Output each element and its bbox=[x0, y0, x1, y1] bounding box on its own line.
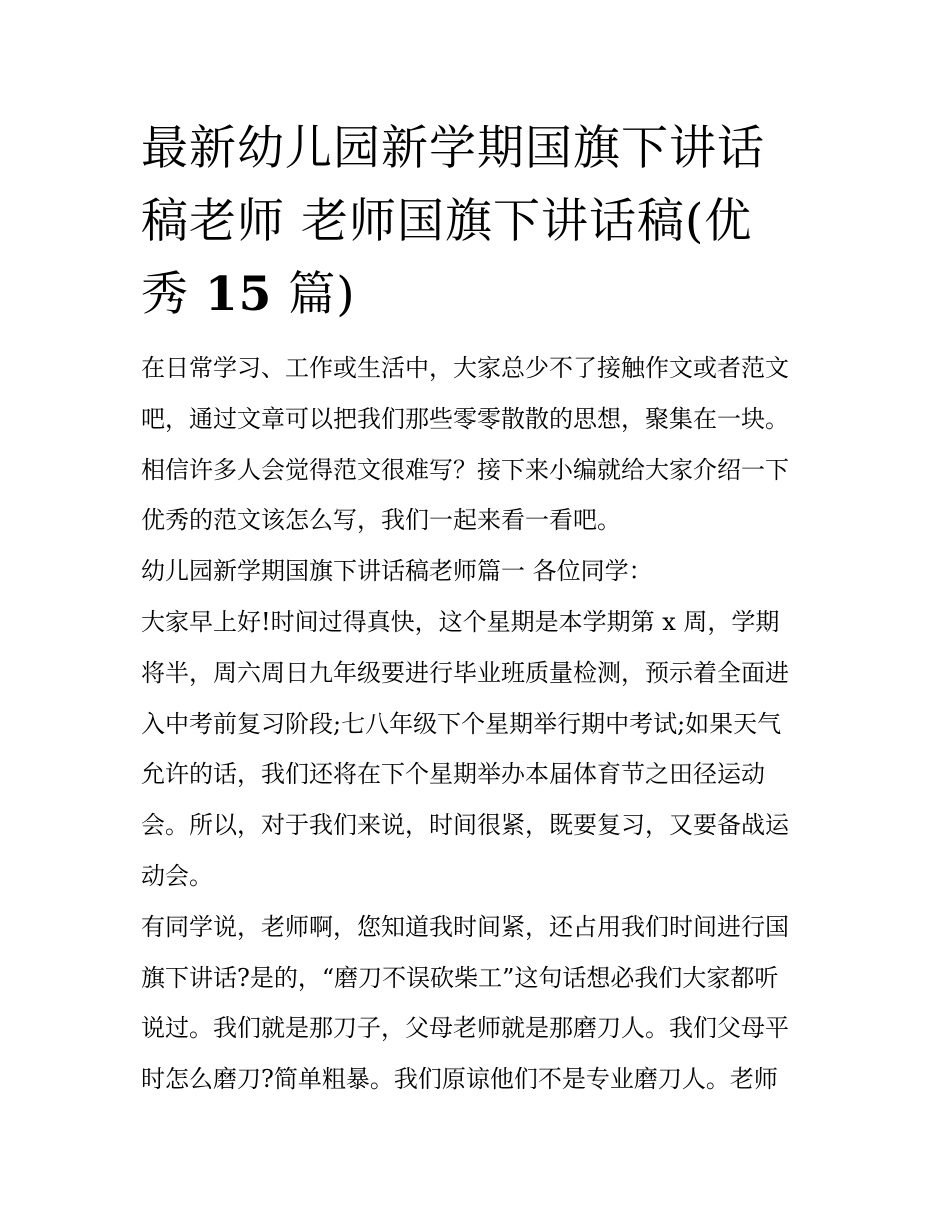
text-line: 幼儿园新学期国旗下讲话稿老师篇一 各位同学： bbox=[141, 557, 653, 586]
text-line: 入中考前复习阶段;七八年级下个星期举行期中考试;如果天气 bbox=[141, 709, 782, 738]
speech-paragraph bbox=[141, 597, 817, 902]
document-page bbox=[141, 112, 817, 1105]
section-heading-paragraph bbox=[141, 546, 817, 597]
text-line: 动会。 bbox=[141, 861, 213, 890]
title-number: 15 bbox=[204, 267, 273, 322]
document-title bbox=[141, 112, 817, 331]
text-line: 旗下讲话?是的，“磨刀不误砍柴工”这句话想必我们大家都听 bbox=[141, 963, 779, 992]
text-line: 有同学说，老师啊，您知道我时间紧，还占用我们时间进行国 bbox=[141, 912, 789, 941]
text-line: 说过。我们就是那刀子，父母老师就是那磨刀人。我们父母平 bbox=[141, 1014, 789, 1043]
text-line: 相信许多人会觉得范文很难写？接下来小编就给大家介绍一下 bbox=[141, 455, 789, 484]
text-line: 大家早上好!时间过得真快，这个星期是本学期第 x 周，学期 bbox=[141, 607, 780, 636]
speech-paragraph bbox=[141, 902, 817, 1105]
title-line: 秀 15 篇) bbox=[141, 267, 356, 322]
title-line: 稿老师 老师国旗下讲话稿(优 bbox=[141, 194, 753, 249]
intro-paragraph bbox=[141, 343, 817, 546]
text-line: 将半，周六周日九年级要进行毕业班质量检测，预示着全面进 bbox=[141, 658, 789, 687]
title-line: 最新幼儿园新学期国旗下讲话 bbox=[141, 121, 765, 176]
text-line: 在日常学习、工作或生活中，大家总少不了接触作文或者范文 bbox=[141, 354, 789, 382]
text-line: 会。所以，对于我们来说，时间很紧，既要复习，又要备战运 bbox=[141, 811, 789, 840]
text-line: 允许的话，我们还将在下个星期举办本届体育节之田径运动 bbox=[141, 760, 765, 789]
text-line: 吧，通过文章可以把我们那些零零散散的思想，聚集在一块。 bbox=[141, 404, 789, 433]
document-body bbox=[141, 343, 817, 1105]
text-line: 时怎么磨刀?简单粗暴。我们原谅他们不是专业磨刀人。老师 bbox=[141, 1065, 778, 1094]
text-line: 优秀的范文该怎么写，我们一起来看一看吧。 bbox=[141, 506, 621, 535]
